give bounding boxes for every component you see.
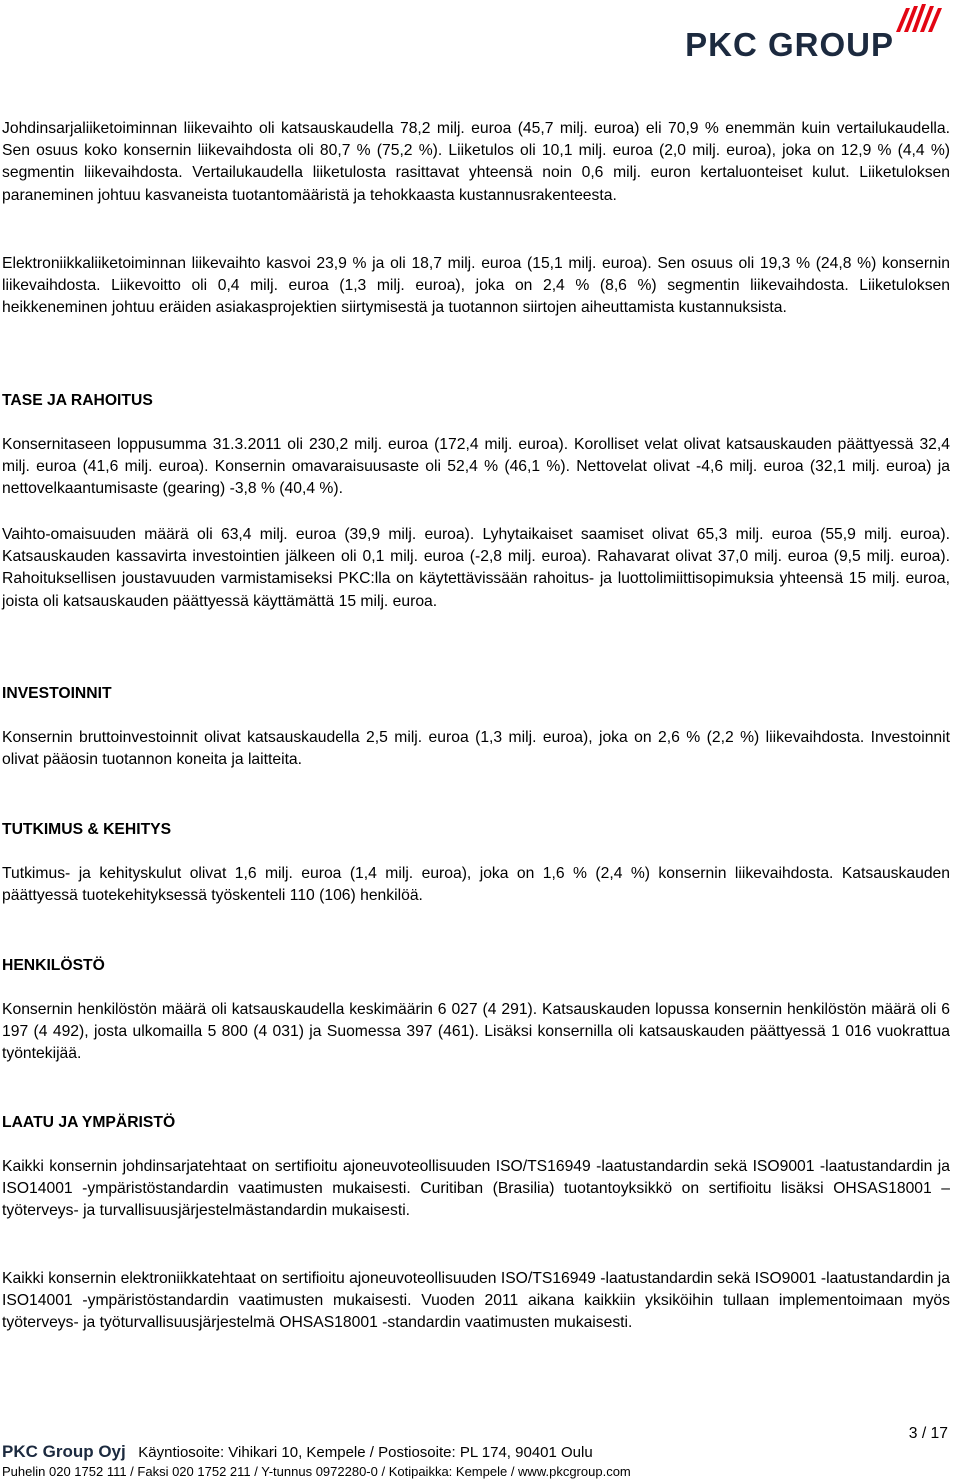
paragraph-quality-electronics: Kaikki konsernin elektroniikkatehtaat on sertifioitu ajoneuvoteollisuuden ISO/TS16949 -laatustandardin sekä ISO9001 -laatustandardin ja ISO14001 -ympäristöstandardin vaatimusten mukaisesti. Vuoden 2011 aikana kaikkiin yksiköihin tullaan implementoimaan myös työterveys- ja työturvallisuusjärjestelmä OHSAS18001 -standardin vaatimusten mukaisesti. xyxy=(2,1270,950,1332)
footer-address-line xyxy=(2,1442,593,1463)
heading-research: TUTKIMUS & KEHITYS xyxy=(2,821,172,838)
heading-balance-sheet: TASE JA RAHOITUS xyxy=(2,392,153,409)
paragraph-quality-harness: Kaikki konsernin johdinsarjatehtaat on sertifioitu ajoneuvoteollisuuden ISO/TS16949 -laatustandardin sekä ISO9001 -laatustandardin ja ISO14001 -ympäristöstandardin vaatimusten mukaisesti. Curitiban (Brasilia) tuotantoyksikkö on sertifioitu lisäksi OHSAS18001 –työterveys- ja turvallisuusjärjestelmästandardin mukaisesti. xyxy=(2,1158,950,1220)
company-logo xyxy=(646,0,946,63)
page-number: 3 / 17 xyxy=(908,1425,948,1442)
paragraph-personnel: Konsernin henkilöstön määrä oli katsauskaudella keskimäärin 6 027 (4 291). Katsauskauden lopussa konsernin henkilöstön määrä oli 6 197 (4 492), josta ulkomailla 5 800 (4 031) ja Suomessa 397 (461). Lisäksi konsernilla oli katsauskauden päättyessä 1 016 vuokrattua työntekijää. xyxy=(2,1001,950,1063)
footer-contact-line: Puhelin 020 1752 111 / Faksi 020 1752 211 / Y-tunnus 0972280-0 / Kotipaikka: Kempele / www.pkcgroup.com xyxy=(2,1464,631,1479)
footer-address: Käyntiosoite: Vihikari 10, Kempele / Postiosoite: PL 174, 90401 Oulu xyxy=(138,1444,593,1461)
paragraph-balance-sheet: Konsernitaseen loppusumma 31.3.2011 oli 230,2 milj. euroa (172,4 milj. euroa). Korolliset velat olivat katsauskauden päättyessä 32,4 milj. euroa (41,6 milj. euroa). Konsernin omavaraisuusaste oli 52,4 % (46,1 %). Nettovelat olivat -4,6 milj. euroa (32,1 milj. euroa) ja nettovelkaantumisaste (gearing) -3,8 % (40,4 %). xyxy=(2,436,950,498)
heading-investments: INVESTOINNIT xyxy=(2,685,112,702)
footer-company-name: PKC Group Oyj xyxy=(2,1442,126,1461)
paragraph-wiring-harness: Johdinsarjaliiketoiminnan liikevaihto oli katsauskaudella 78,2 milj. euroa (45,7 milj. euroa) eli 70,9 % enemmän kuin vertailukaudella. Sen osuus koko konsernin liikevaihdosta oli 80,7 % (75,2 %). Liiketulos oli 10,1 milj. euroa (2,0 milj. euroa), joka on 12,9 % (4,4 %) segmentin liikevaihdosta. Vertailukaudella liiketulosta rasittavat yhteensä noin 0,6 milj. euron kertaluonteiset kulut. Liiketuloksen paraneminen johtuu kasvaneista tuotantomääristä ja tehokkaasta kustannusrakenteesta. xyxy=(2,120,950,204)
paragraph-investments: Konsernin bruttoinvestoinnit olivat katsauskaudella 2,5 milj. euroa (1,3 milj. euroa), joka on 2,6 % (2,2 %) liikevaihdosta. Investoinnit olivat pääosin tuotannon koneita ja laitteita. xyxy=(2,729,950,769)
logo-wordmark: PKC GROUP xyxy=(685,26,894,63)
heading-personnel: HENKILÖSTÖ xyxy=(2,957,105,974)
paragraph-financing: Vaihto-omaisuuden määrä oli 63,4 milj. euroa (39,9 milj. euroa). Lyhytaikaiset saamiset olivat 65,3 milj. euroa (55,9 milj. euroa). Katsauskauden kassavirta investointien jälkeen oli 0,1 milj. euroa (-2,8 milj. euroa). Rahavarat olivat 37,0 milj. euroa (9,5 milj. euroa). Rahoituksellisen joustavuuden varmistamiseksi PKC:lla on käytettävissään rahoitus- ja luottolimiittisopimuksia yhteensä 15 milj. euroa, joista oli katsauskauden päättyessä käyttämättä 15 milj. euroa. xyxy=(2,526,950,610)
paragraph-electronics: Elektroniikkaliiketoiminnan liikevaihto kasvoi 23,9 % ja oli 18,7 milj. euroa (15,1 milj. euroa). Sen osuus oli 19,3 % (24,8 %) konsernin liikevaihdosta. Liikevoitto oli 0,4 milj. euroa (1,3 milj. euroa), joka on 2,4 % (8,6 %) segmentin liikevaihdosta. Liiketuloksen heikkeneminen johtuu eräiden asiakasprojektien siirtymisestä ja tuotannon siirtojen aiheuttamista kustannuksista. xyxy=(2,255,950,317)
page-footer xyxy=(0,1442,960,1483)
logo-stripes-icon xyxy=(886,2,946,36)
heading-quality: LAATU JA YMPÄRISTÖ xyxy=(2,1114,176,1131)
paragraph-research: Tutkimus- ja kehityskulut olivat 1,6 milj. euroa (1,4 milj. euroa), joka on 1,6 % (2,4 %) konsernin liikevaihdosta. Katsauskauden päättyessä tuotekehityksessä työskenteli 110 (106) henkilöä. xyxy=(2,865,950,905)
